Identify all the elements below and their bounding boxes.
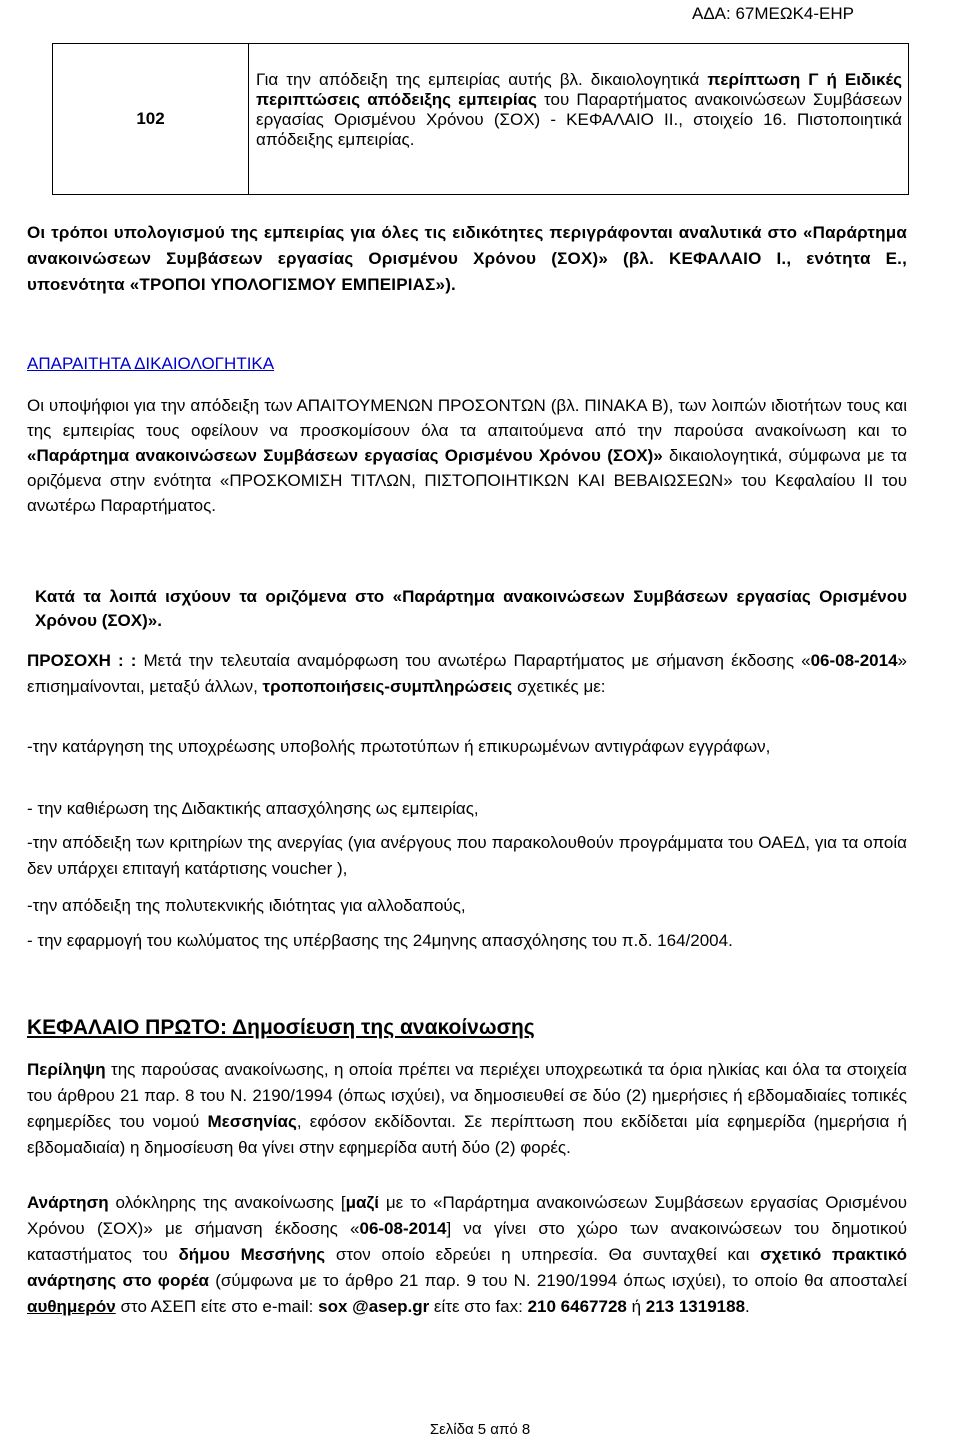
list-item: -την κατάργηση της υποχρέωσης υποβολής πρωτοτύπων ή επικυρωμένων αντιγράφων εγγράφων,: [27, 737, 771, 756]
posting-paragraph: Ανάρτηση ολόκληρης της ανακοίνωσης [μαζί με το «Παράρτημα ανακοινώσεων Συμβάσεων εργασίας Ορισμένου Χρόνου (ΣΟΧ)» με σήμανση έκδοσης «06-08-2014] να γίνει στο χώρο των ανακοινώσεων του δημοτικού καταστήματος του δήμου Μεσσήνης στον οποίο εδρεύει η υπηρεσία. Θα συνταχθεί και σχετικό πρακτικό ανάρτησης στο φορέα (σύμφωνα με το άρθρο 21 παρ. 9 του Ν. 2190/1994 όπως ισχύει), το οποίο θα αποσταλεί αυθημερόν στο ΑΣΕΠ είτε στο e-mail: sox @asep.gr είτε στο fax: 210 6467728 ή 213 1319188.: [27, 1193, 907, 1316]
experience-calculation-paragraph: Οι τρόποι υπολογισμού της εμπειρίας για όλες τις ειδικότητες περιγράφονται αναλυτικά στο «Παράρτημα ανακοινώσεων Συμβάσεων εργασίας Ορισμένου Χρόνου (ΣΟΧ)» (βλ. ΚΕΦΑΛΑΙΟ Ι., ενότητα Ε., υποενότητα «ΤΡΟΠΟΙ ΥΠΟΛΟΓΙΣΜΟΥ ΕΜΠΕΙΡΙΑΣ»).: [27, 223, 907, 294]
list-item: -την απόδειξη της πολυτεκνικής ιδιότητας για αλλοδαπούς,: [27, 896, 466, 915]
attention-paragraph: ΠΡΟΣΟΧΗ : : Μετά την τελευταία αναμόρφωση του ανωτέρω Παραρτήματος με σήμανση έκδοσης «06-08-2014» επισημαίνονται, μεταξύ άλλων, τροποποιήσεις-συμπληρώσεις σχετικές με:: [27, 651, 907, 696]
otherwise-applies-paragraph: Κατά τα λοιπά ισχύουν τα οριζόμενα στο «Παράρτημα ανακοινώσεων Συμβάσεων εργασίας Ορισμένου Χρόνου (ΣΟΧ)».: [35, 587, 907, 630]
chapter-heading: ΚΕΦΑΛΑΙΟ ΠΡΩΤΟ: Δημοσίευση της ανακοίνωσης: [27, 1016, 535, 1039]
ada-code: ΑΔΑ: 67ΜΕΩΚ4-ΕΗΡ: [691, 4, 854, 23]
list-item: - την εφαρμογή του κωλύματος της υπέρβασης της 24μηνης απασχόλησης του π.δ. 164/2004.: [27, 931, 733, 950]
experience-table-row: [52, 43, 909, 195]
page-number: Σελίδα 5 από 8: [429, 1421, 531, 1438]
list-item: - την καθιέρωση της Διδακτικής απασχόλησης ως εμπειρίας,: [27, 799, 479, 818]
required-documents-heading: ΑΠΑΡΑΙΤΗΤΑ ΔΙΚΑΙΟΛΟΓΗΤΙΚΑ: [27, 354, 275, 373]
table-row-number: 102: [53, 44, 249, 194]
summary-paragraph: Περίληψη της παρούσας ανακοίνωσης, η οποία πρέπει να περιέχει υποχρεωτικά τα όρια ηλικίας και όλα τα στοιχεία του άρθρου 21 παρ. 8 του Ν. 2190/1994 (όπως ισχύει), να δημοσιευθεί σε δύο (2) ημερήσιες ή εβδομαδιαίες τοπικές εφημερίδες του νομού Μεσσηνίας, εφόσον εκδίδονται. Σε περίπτωση που εκδίδεται μία εφημερίδα (ημερήσια ή εβδομαδιαία) η δημοσίευση θα γίνει στην εφημερίδα αυτή δύο (2) φορές.: [27, 1060, 907, 1157]
table-row-text: Για την απόδειξη της εμπειρίας αυτής βλ. δικαιολογητικά περίπτωση Γ ή Ειδικές περιπτώσεις απόδειξης εμπειρίας του Παραρτήματος ανακοινώσεων Συμβάσεων εργασίας Ορισμένου Χρόνου (ΣΟΧ) - ΚΕΦΑΛΑΙΟ ΙΙ., στοιχείο 16. Πιστοποιητικά απόδειξης εμπειρίας.: [256, 70, 903, 149]
list-item: -την απόδειξη των κριτηρίων της ανεργίας (για ανέργους που παρακολουθούν προγράμματα του ΟΑΕΔ, για τα οποία δεν υπάρχει επιταγή κατάρτισης voucher ),: [27, 833, 907, 878]
candidates-documents-paragraph: Οι υποψήφιοι για την απόδειξη των ΑΠΑΙΤΟΥΜΕΝΩΝ ΠΡΟΣΟΝΤΩΝ (βλ. ΠΙΝΑΚΑ Β), των λοιπών ιδιοτήτων τους και της εμπειρίας τους οφείλουν να προσκομίσουν όλα τα απαιτούμενα από την παρούσα ανακοίνωση και το «Παράρτημα ανακοινώσεων Συμβάσεων εργασίας Ορισμένου Χρόνου (ΣΟΧ)» δικαιολογητικά, σύμφωνα με τα οριζόμενα στην ενότητα «ΠΡΟΣΚΟΜΙΣΗ ΤΙΤΛΩΝ, ΠΙΣΤΟΠΟΙΗΤΙΚΩΝ ΚΑΙ ΒΕΒΑΙΩΣΕΩΝ» του Κεφαλαίου ΙΙ του ανωτέρω Παραρτήματος.: [27, 396, 907, 515]
